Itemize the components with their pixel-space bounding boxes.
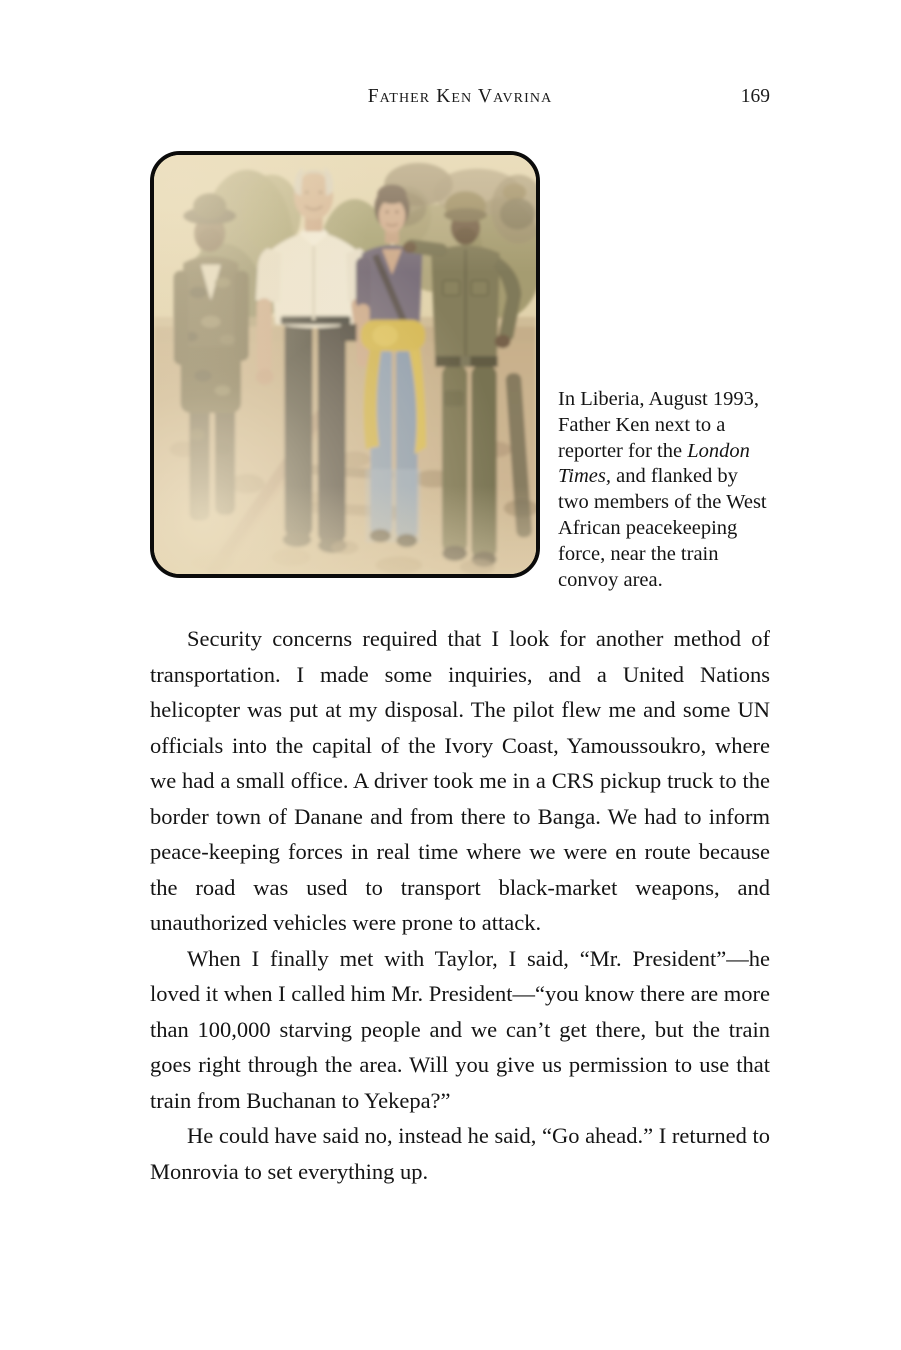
photo-caption xyxy=(558,387,772,593)
caption-segment: and flanked by two members of the West African peacekeeping force, near the train convoy area. xyxy=(558,465,767,591)
running-header xyxy=(150,86,770,112)
photo-illustration xyxy=(154,155,536,574)
caption-segment: In Liberia, August 1993, Father Ken next to a reporter for the xyxy=(558,388,759,462)
photo xyxy=(150,151,540,578)
caption-segment: London Times, xyxy=(558,439,750,488)
paragraph: Security concerns required that I look for another method of transportation. I made some inquiries, and a United Nations helicopter was put at my disposal. The pilot flew me and some UN officials into the capital of the Ivory Coast, Yamoussoukro, where we had a small office. A driver took me in a CRS pickup truck to the border town of Danane and from there to Banga. We had to inform peace-keeping forces in real time where we were en route because the road was used to transport black-market weapons, and unauthorized vehicles were prone to attack. xyxy=(150,626,770,935)
photo-haze xyxy=(154,155,536,574)
running-header-title: Father Ken Vavrina xyxy=(367,86,553,107)
page-number: 169 xyxy=(740,86,770,107)
body-text xyxy=(150,621,770,1189)
paragraph: He could have said no, instead he said, “Go ahead.” I returned to Monrovia to set everything up. xyxy=(150,1123,770,1184)
paragraph: When I finally met with Taylor, I said, “Mr. President”—he loved it when I called him Mr. President—“you know there are more than 100,000 starving people and we can’t get there, but the train goes right through the area. Will you give us permission to use that train from Buchanan to Yekepa?” xyxy=(150,945,770,1113)
